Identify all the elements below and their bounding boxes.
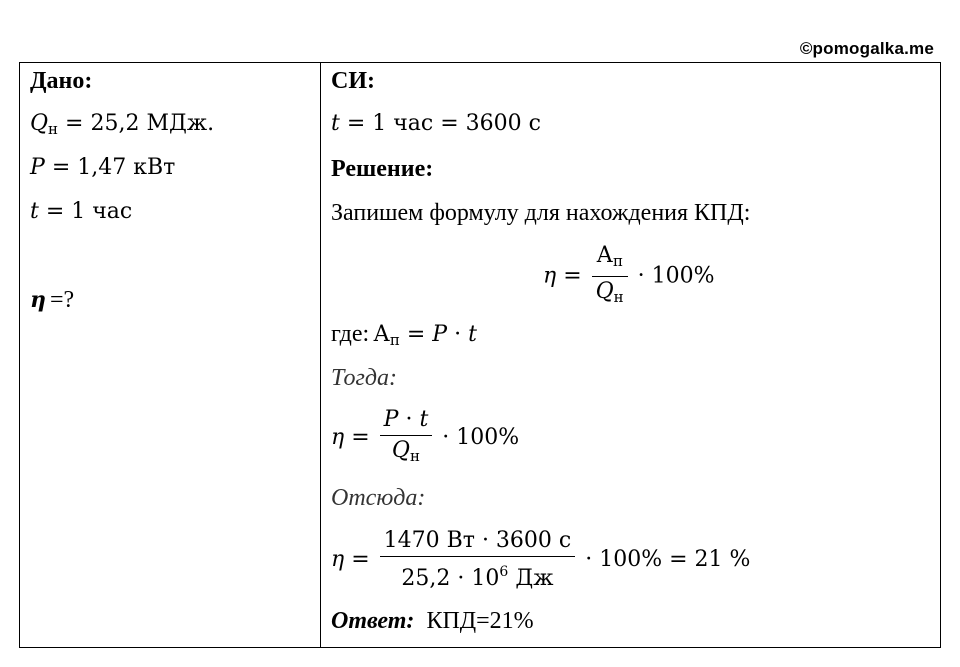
column-divider bbox=[320, 63, 321, 647]
f2-num-dot: · bbox=[405, 407, 413, 432]
f2-den-symbol: Q bbox=[391, 438, 410, 463]
f2-denominator bbox=[380, 436, 433, 471]
hence-label: Отсюда: bbox=[331, 485, 426, 511]
where-line bbox=[331, 321, 477, 349]
p-value: = 1,47 кВт bbox=[51, 155, 176, 180]
p-symbol: P bbox=[30, 155, 45, 180]
f2-num-t: t bbox=[419, 407, 429, 432]
eta-symbol: η bbox=[30, 287, 46, 313]
f2-num-p: P bbox=[383, 407, 399, 432]
t-value: = 1 час bbox=[45, 199, 133, 224]
q-subscript: н bbox=[48, 120, 59, 138]
answer-value: КПД=21% bbox=[426, 608, 534, 634]
f3-tail: · 100% = 21 % bbox=[585, 547, 751, 572]
f3-den-base: 25,2 · 10 bbox=[401, 566, 500, 591]
eta-value: =? bbox=[50, 287, 75, 313]
formula-substituted bbox=[331, 405, 519, 471]
where-symbol: А bbox=[373, 322, 390, 347]
solution-table bbox=[19, 62, 941, 648]
given-eta-line bbox=[30, 287, 74, 314]
f3-numerator: 1470 Вт · 3600 с bbox=[380, 526, 576, 557]
si-t-value: = 1 час = 3600 с bbox=[346, 111, 541, 136]
given-q-line bbox=[30, 111, 214, 138]
solution-header: Решение: bbox=[331, 156, 434, 182]
f1-eta: η bbox=[543, 263, 557, 289]
q-value: = 25,2 МДж. bbox=[65, 111, 215, 136]
f3-den-exp: 6 bbox=[499, 564, 509, 580]
f2-eta: η bbox=[331, 425, 345, 450]
where-t: t bbox=[468, 322, 477, 347]
t-symbol: t bbox=[30, 199, 39, 224]
f3-eq: = bbox=[351, 547, 370, 572]
formula-efficiency bbox=[543, 241, 715, 312]
f2-eq: = bbox=[351, 425, 370, 450]
si-t-symbol: t bbox=[331, 111, 340, 136]
where-p: P bbox=[432, 322, 448, 347]
f1-eq: = bbox=[563, 263, 582, 289]
si-t-line bbox=[331, 111, 541, 136]
given-header: Дано: bbox=[30, 68, 93, 94]
given-p-line bbox=[30, 155, 175, 180]
f3-denominator bbox=[380, 557, 576, 594]
q-symbol: Q bbox=[30, 111, 49, 136]
answer-line bbox=[331, 608, 534, 635]
where-expr bbox=[373, 322, 477, 347]
watermark: ©pomogalka.me bbox=[799, 39, 934, 58]
f3-fraction bbox=[380, 526, 576, 594]
f3-eta: η bbox=[331, 547, 345, 572]
solution-intro: Запишем формулу для нахождения КПД: bbox=[331, 200, 751, 226]
f1-numerator bbox=[592, 241, 628, 277]
f1-num-sub: п bbox=[612, 252, 623, 270]
f2-fraction bbox=[380, 405, 433, 471]
where-dot: · bbox=[454, 322, 462, 347]
where-sub: п bbox=[389, 331, 400, 349]
f1-tail: · 100% bbox=[637, 263, 715, 289]
f1-num-symbol: А bbox=[596, 243, 613, 268]
f1-den-sub: н bbox=[613, 288, 624, 306]
given-t-line bbox=[30, 199, 132, 224]
formula-numeric bbox=[331, 526, 750, 594]
f2-den-sub: н bbox=[409, 447, 420, 465]
then-label: Тогда: bbox=[331, 365, 397, 391]
answer-label: Ответ: bbox=[331, 608, 415, 634]
f1-denominator bbox=[592, 277, 628, 312]
f3-den-unit: Дж bbox=[515, 566, 554, 591]
f2-tail: · 100% bbox=[442, 425, 520, 450]
si-header: СИ: bbox=[331, 68, 375, 94]
f2-numerator bbox=[380, 405, 433, 436]
f1-den-symbol: Q bbox=[595, 279, 614, 304]
where-eq: = bbox=[406, 322, 426, 347]
where-prefix: где: bbox=[331, 321, 370, 347]
f1-fraction bbox=[592, 241, 628, 312]
